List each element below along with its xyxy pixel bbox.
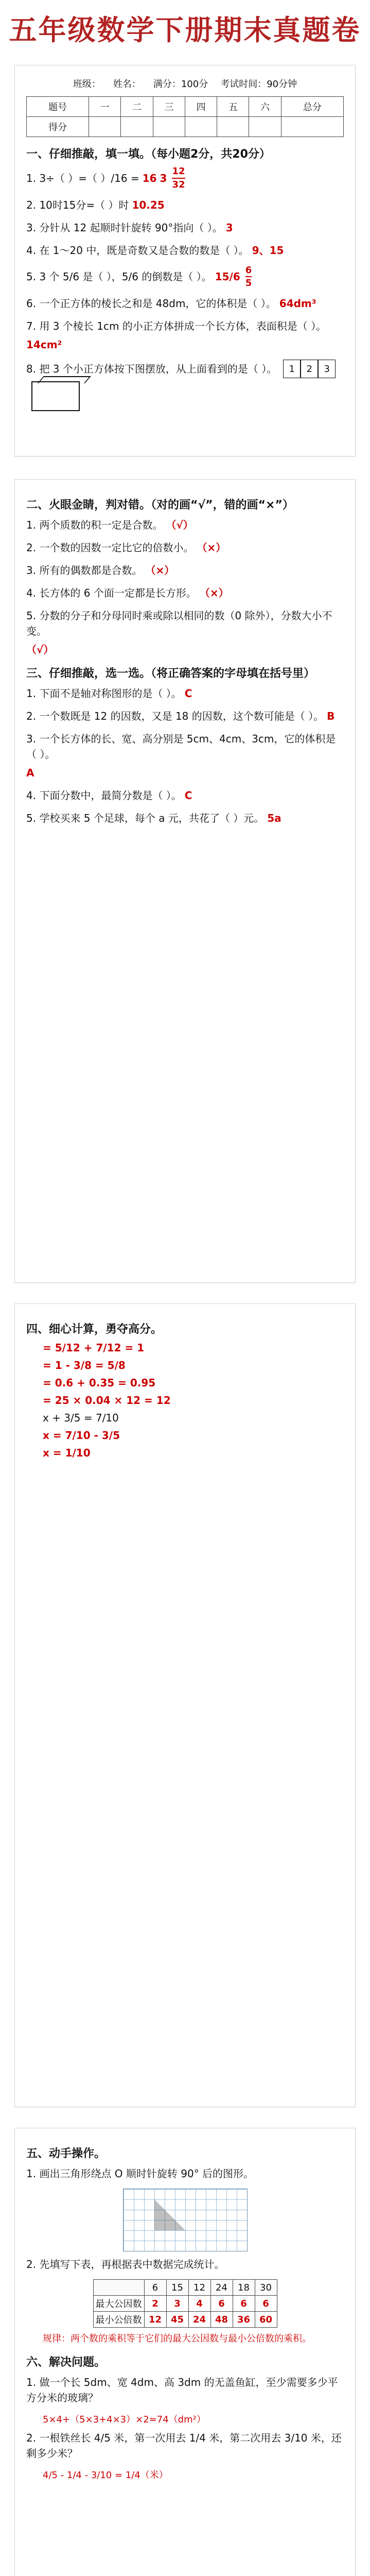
choice-text: 2. 一个数既是 12 的因数，又是 18 的因数，这个数可能是（ ）。 [26,710,324,722]
question-text: 1. 3÷（ ）=（ ）/16 = [26,172,139,184]
judge-text: 3. 所有的偶数都是合数。 [26,564,143,577]
row-label: 最小公倍数 [93,2312,144,2328]
triangle-shape [154,2199,185,2230]
operation-question-2 [26,2257,344,2272]
paper-meta [26,77,344,90]
table-header-cell: 6 [144,2280,166,2296]
grid-box: 3 [318,360,336,378]
judge-text: 4. 长方体的 6 个面一定都是长方形。 [26,587,197,599]
section-3-title: 三、仔细推敲，选一选。（将正确答案的字母填在括号里） [26,667,315,680]
score-cell [153,117,185,137]
question-text: 3. 分针从 12 起顺时针旋转 90°指向（ ）。 [26,221,223,234]
choice-answer: C [184,789,192,802]
table-cell: 6 [233,2296,255,2312]
answer-text: 10.25 [132,198,165,211]
judge-item [26,540,344,555]
judge-item [26,517,344,533]
answer-text: 16 [142,172,157,184]
score-cell [217,117,249,137]
choice-item [26,731,344,781]
problem-answer: 5×4+（5×3+4×3）×2=74（dm²） [43,2414,206,2425]
section-6-title: 六、解决问题。 [26,2355,106,2369]
score-table-header: 五 [217,97,249,117]
fraction [245,265,252,289]
question-text: 8. 把 3 个小正方体按下图摆放，从上面看到的是（ ）。 [26,363,277,376]
question-2 [26,197,344,213]
fraction-bar [172,178,185,179]
paper-section-2 [14,479,356,1283]
score-table-header: 二 [121,97,153,117]
section-1-title: 一、仔细推敲，填一填。（每小题2分，共20分） [26,148,271,161]
judge-answer: （×） [197,541,226,554]
problem-text: 1. 做一个长 5dm、宽 4dm、高 3dm 的无盖鱼缸，至少需要多少平方分米的玻璃？ [26,2376,338,2404]
answer-text: 64dm³ [279,297,316,310]
choice-item [26,686,344,701]
fraction-numerator: 12 [172,166,185,177]
class-label: 班级： [73,79,101,90]
exam-time: 考试时间：90分钟 [220,79,297,90]
table-row [93,2296,277,2312]
gcd-lcm-table [93,2279,277,2328]
choice-answer: B [327,710,335,722]
table-header-cell: 18 [233,2280,255,2296]
table-cell: 2 [144,2296,166,2312]
judge-answer: （×） [199,587,229,599]
question-3 [26,220,344,235]
choice-text: 4. 下面分数中，最简分数是（ ）。 [26,789,182,802]
judge-item [26,608,344,657]
score-table-header: 六 [249,97,281,117]
score-cell [89,117,121,137]
table-header-cell: 12 [188,2280,210,2296]
table-cell: 6 [255,2296,277,2312]
choice-text: 1. 下面不是轴对称图形的是（ ）。 [26,687,182,700]
top-view-grid [283,360,336,378]
section-5-title: 五、动手操作。 [26,2147,106,2160]
fraction-denominator: 32 [172,179,185,190]
table-header-cell: 24 [210,2280,233,2296]
score-table-header-row [27,97,344,117]
paper-section-1 [14,65,356,456]
choice-answer: 5a [267,812,281,824]
choice-item [26,788,344,803]
question-text: 5. 3 个 5/6 是（ ），5/6 的倒数是（ ）。 [26,270,212,283]
problem-text: 2. 一根铁丝长 4/5 米，第一次用去 1/4 米，第二次用去 3/10 米，还剩多少米？ [26,2431,342,2460]
fraction-bar [245,276,252,277]
score-table-header: 三 [153,97,185,117]
judge-text: 1. 两个质数的积一定是合数。 [26,519,163,531]
question-text: 4. 在 1～20 中，既是奇数又是合数的数是（ ）。 [26,244,249,257]
choice-item [26,708,344,724]
operation-text: 1. 画出三角形绕点 O 顺时针旋转 90° 后的图形。 [26,2167,254,2180]
paper-section-3 [14,1303,356,2107]
table-cell: 36 [233,2312,255,2328]
equation-line: x + 3/5 = 7/10 [43,1412,119,1424]
rule-note: 规律：两个数的乘积等于它们的最大公因数与最小公倍数的乘积。 [43,2333,311,2344]
table-cell: 45 [166,2312,188,2328]
table-cell: 60 [255,2312,277,2328]
fraction-numerator: 6 [245,264,252,276]
cuboid-illustration [31,381,80,411]
answer-text: 15/6 [215,270,240,283]
judge-answer: （√） [166,519,193,531]
score-table [26,96,344,137]
page-title: 五年级数学下册期末真题卷 [9,13,361,46]
operation-question-1 [26,2166,344,2181]
score-table-header: 总分 [281,97,343,117]
problem-2 [26,2430,344,2461]
name-label: 姓名： [113,79,141,90]
fraction [172,166,185,190]
rotation-grid [123,2189,248,2251]
question-1 [26,166,344,190]
score-table-score-row [27,117,344,137]
table-cell: 48 [210,2312,233,2328]
judge-item [26,563,344,578]
choice-text: 5. 学校买来 5 个足球，每个 a 元，共花了（ ）元。 [26,812,265,824]
score-table-header: 四 [185,97,217,117]
fraction-denominator: 5 [245,278,252,289]
question-text: 6. 一个正方体的棱长之和是 48dm，它的体积是（ ）。 [26,297,276,310]
answer-text: 3 [160,172,167,184]
table-cell: 6 [210,2296,233,2312]
judge-answer: （×） [145,564,175,577]
answer-text: 3 [225,221,233,234]
equation-line: x = 1/10 [43,1447,91,1459]
calc-line: = 0.6 + 0.35 = 0.95 [43,1377,156,1389]
score-table-header: 题号 [27,97,89,117]
table-cell: 3 [166,2296,188,2312]
score-cell [121,117,153,137]
question-text: 2. 10时15分=（ ）时 [26,198,129,211]
question-6 [26,296,344,311]
table-header-row [93,2280,277,2296]
question-5 [26,265,344,289]
question-text: 7. 用 3 个棱长 1cm 的小正方体拼成一个长方体，表面积是（ ）。 [26,320,327,333]
table-header-cell: 30 [255,2280,277,2296]
score-cell [249,117,281,137]
paper-meta-row [26,77,344,90]
question-8 [26,360,344,411]
score-table-header: 一 [89,97,121,117]
judge-text: 2. 一个数的因数一定比它的倍数小。 [26,541,194,554]
full-score: 满分：100分 [153,79,208,90]
paper-section-4 [14,2128,356,2576]
score-cell [281,117,343,137]
calc-line: = 5/12 + 7/12 = 1 [43,1342,145,1354]
header [0,0,370,56]
choice-text: 3. 一个长方体的长、宽、高分别是 5cm、4cm、3cm，它的体积是（ ）。 [26,733,336,760]
table-header-cell [93,2280,144,2296]
choice-item [26,810,344,826]
calc-line: = 1 - 3/8 = 5/8 [43,1359,126,1371]
section-4-title: 四、细心计算，勇夺高分。 [26,1323,163,1336]
grid-box: 2 [301,360,318,378]
table-cell: 4 [188,2296,210,2312]
operation-text: 2. 先填写下表，再根据表中数据完成统计。 [26,2258,225,2270]
judge-item [26,585,344,601]
table-cell: 12 [144,2312,166,2328]
score-cell [185,117,217,137]
judge-answer: （√） [26,643,54,656]
section-2-title: 二、火眼金睛，判对错。（对的画“√”，错的画“×”） [26,499,294,512]
question-7 [26,318,344,352]
answer-text: 14cm² [26,338,62,351]
table-cell: 24 [188,2312,210,2328]
judge-text: 5. 分数的分子和分母同时乘或除以相同的数（0 除外），分数大小不变。 [26,609,332,637]
row-label: 最大公因数 [93,2296,144,2312]
problem-answer: 4/5 - 1/4 - 3/10 = 1/4（米） [43,2469,168,2481]
table-header-cell: 15 [166,2280,188,2296]
score-row-label: 得分 [27,117,89,137]
calc-line: = 25 × 0.04 × 12 = 12 [43,1394,171,1406]
table-row [93,2312,277,2328]
choice-answer: C [184,687,192,700]
question-4 [26,243,344,258]
problem-1 [26,2375,344,2405]
choice-answer: A [26,767,34,779]
answer-text: 9、15 [252,244,284,257]
grid-box: 1 [283,360,301,378]
equation-line: x = 7/10 - 3/5 [43,1429,120,1442]
